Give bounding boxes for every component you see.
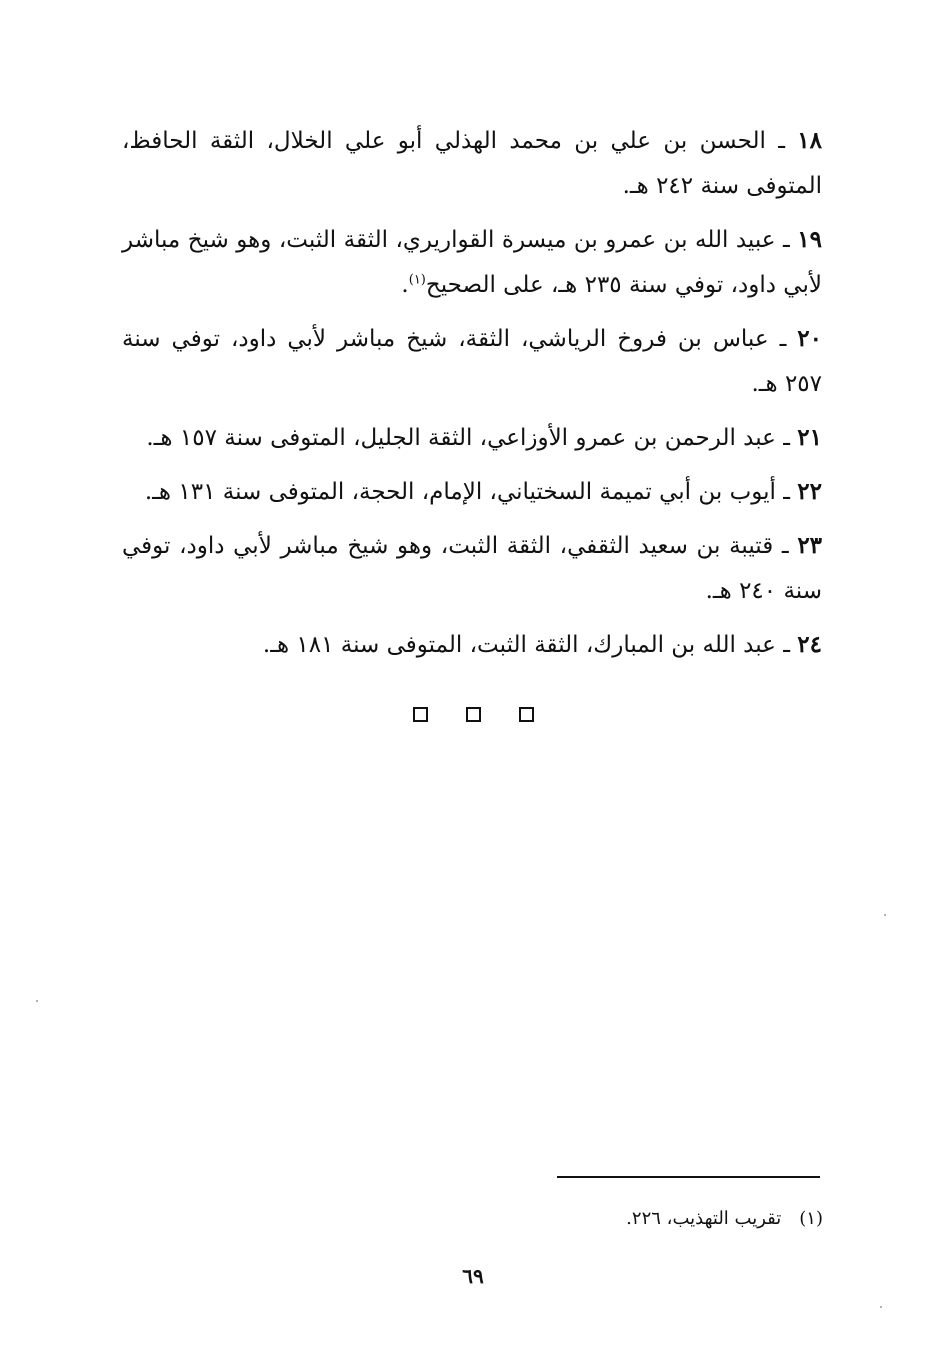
scan-speck: [36, 1000, 38, 1002]
entry-number: ٢١: [797, 424, 822, 451]
list-item: [122, 469, 822, 515]
entry-end-punct: .: [401, 272, 409, 298]
entry-dash: ـ: [783, 632, 790, 658]
entry-number: ٢٣: [797, 532, 823, 559]
entry-dash: ـ: [783, 479, 790, 505]
footnote-mark: (١): [799, 1208, 823, 1229]
entry-text: أيوب بن أبي تميمة السختياني، الإمام، الحجة، المتوفى سنة ١٣١ هـ.: [144, 479, 776, 505]
entry-dash: ـ: [783, 425, 790, 451]
entry-number: ١٨: [797, 127, 823, 154]
entry-text: الحسن بن علي بن محمد الهذلي أبو علي الخلال، الثقة الحافظ، المتوفى سنة ٢٤٢ هـ.: [122, 128, 822, 199]
list-item: [122, 217, 822, 308]
entry-dash: ـ: [781, 533, 789, 559]
narrator-list: [122, 118, 822, 676]
section-separator: [0, 707, 946, 722]
entry-text: عبيد الله بن عمرو بن ميسرة القواريري، الثقة الثبت، وهو شيخ مباشر لأبي داود، توفي سنة ٢٣٥ هـ، على الصحيح: [122, 227, 822, 298]
list-item: [122, 523, 822, 614]
entry-number: ٢٠: [797, 325, 823, 352]
list-item: [122, 622, 822, 668]
square-ornament-icon: [519, 707, 534, 722]
entry-text: قتيبة بن سعيد الثقفي، الثقة الثبت، وهو شيخ مباشر لأبي داود، توفي سنة ٢٤٠ هـ.: [122, 533, 822, 604]
entry-dash: ـ: [778, 128, 785, 154]
list-item: [122, 316, 822, 407]
scan-speck: [880, 1306, 882, 1308]
entry-text: عبد الرحمن بن عمرو الأوزاعي، الثقة الجليل، المتوفى سنة ١٥٧ هـ.: [146, 425, 776, 451]
list-item: [122, 118, 822, 209]
entry-number: ٢٢: [797, 478, 822, 505]
entry-dash: ـ: [779, 326, 787, 352]
page-number: ٦٩: [462, 1264, 484, 1288]
footnote: [420, 1205, 823, 1233]
footnote-text: تقريب التهذيب، ٢٢٦.: [626, 1208, 782, 1229]
footnote-divider: [557, 1176, 820, 1178]
list-item: [122, 415, 822, 461]
scan-speck: [884, 914, 886, 916]
entry-number: ٢٤: [797, 631, 822, 658]
entry-text: عباس بن فروخ الرياشي، الثقة، شيخ مباشر لأبي داود، توفي سنة ٢٥٧ هـ.: [122, 326, 822, 397]
footnote-reference: (١): [408, 272, 426, 288]
square-ornament-icon: [413, 707, 428, 722]
square-ornament-icon: [466, 707, 481, 722]
entry-dash: ـ: [783, 227, 790, 253]
entry-text: عبد الله بن المبارك، الثقة الثبت، المتوفى سنة ١٨١ هـ.: [262, 632, 776, 658]
entry-number: ١٩: [797, 226, 823, 253]
